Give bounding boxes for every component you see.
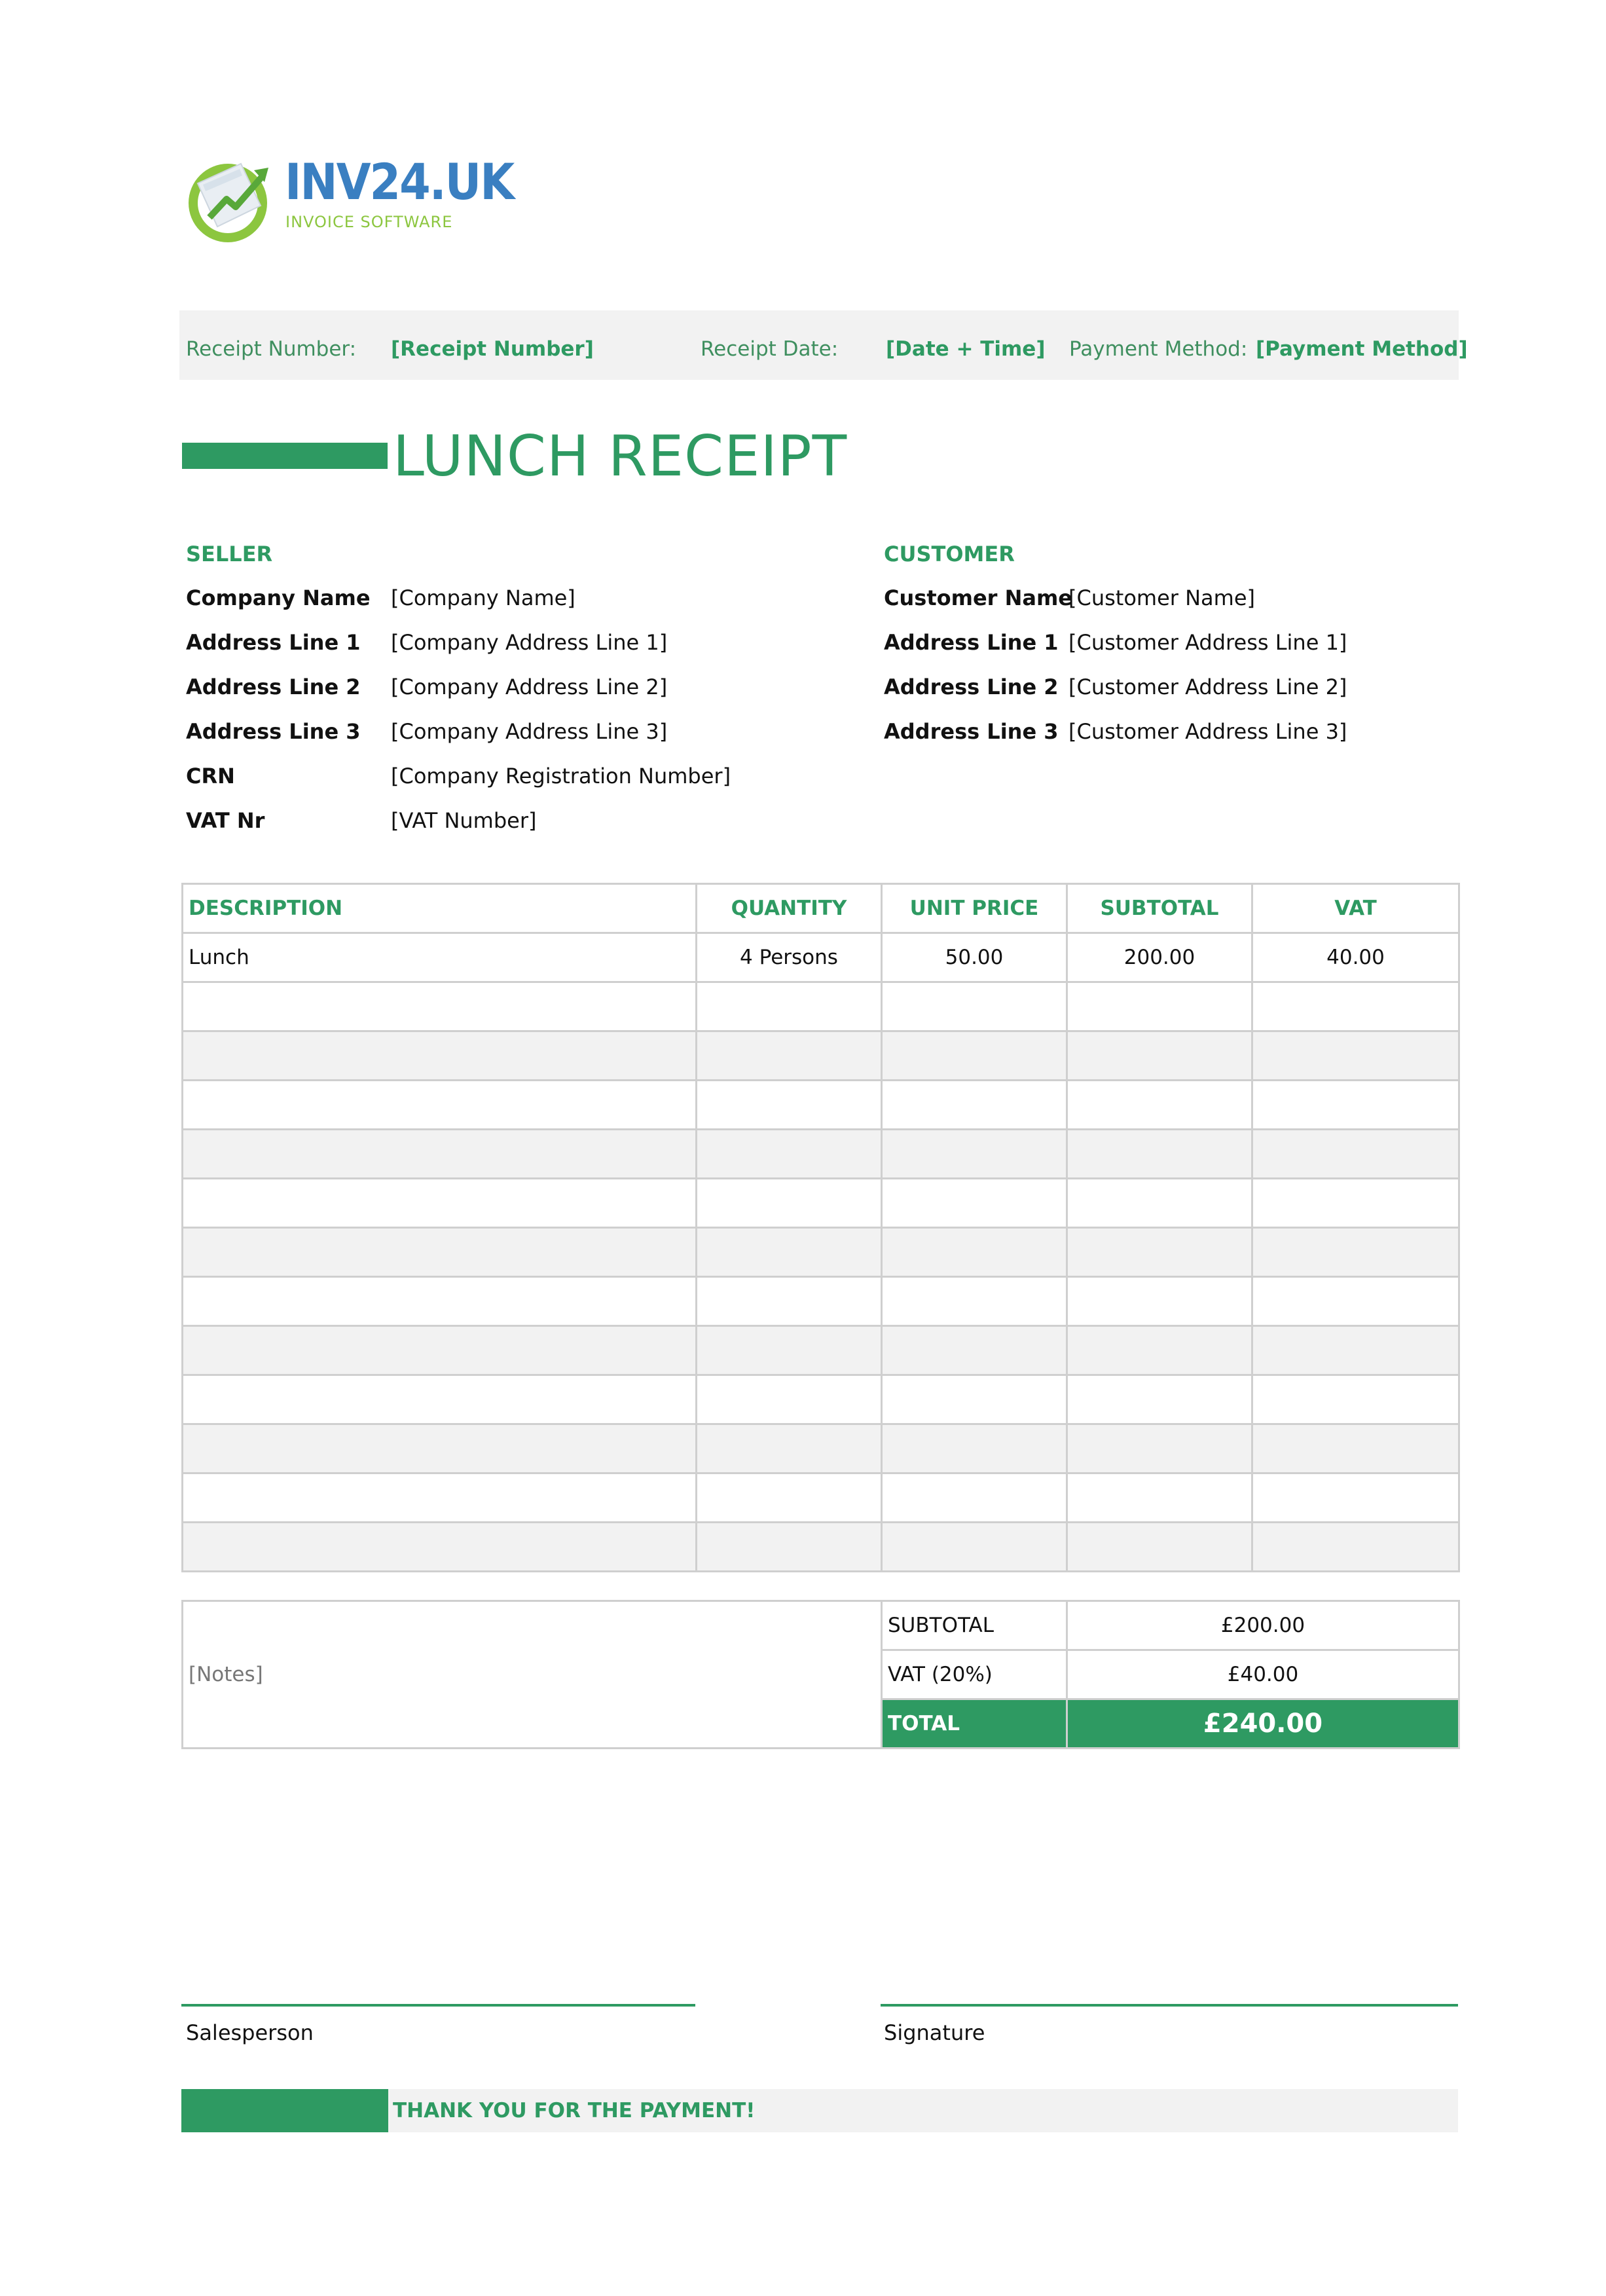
table-row	[183, 1179, 1459, 1228]
customer-heading: CUSTOMER	[884, 542, 1015, 566]
subtotal-value: £200.00	[1067, 1601, 1459, 1650]
cell-subtotal	[1067, 1130, 1252, 1179]
notes-field: [Notes]	[183, 1601, 882, 1749]
seller-value: [Company Name]	[391, 585, 575, 610]
salesperson-signature-line	[181, 2004, 695, 2007]
cell-subtotal	[1067, 1228, 1252, 1277]
cell-quantity	[697, 1473, 882, 1523]
seller-value: [Company Address Line 2]	[391, 675, 668, 699]
cell-vat	[1252, 1424, 1459, 1473]
cell-vat	[1252, 1326, 1459, 1375]
cell-description	[183, 1179, 697, 1228]
total-label: TOTAL	[882, 1699, 1067, 1749]
cell-description	[183, 1031, 697, 1081]
cell-unit-price	[882, 1179, 1067, 1228]
total-value: £240.00	[1067, 1699, 1459, 1749]
cell-quantity	[697, 1179, 882, 1228]
seller-label: Address Line 1	[186, 630, 361, 655]
cell-subtotal	[1067, 1081, 1252, 1130]
cell-vat	[1252, 1375, 1459, 1424]
cell-description	[183, 1375, 697, 1424]
receipt-number-value: [Receipt Number]	[391, 337, 594, 361]
receipt-number-label: Receipt Number:	[186, 337, 357, 361]
table-row	[183, 1031, 1459, 1081]
cell-description	[183, 1424, 697, 1473]
logo-wordmark: INV24.UK	[285, 153, 514, 211]
cell-unit-price	[882, 1130, 1067, 1179]
cell-subtotal: 200.00	[1067, 933, 1252, 982]
customer-value: [Customer Address Line 1]	[1068, 630, 1347, 655]
cell-vat	[1252, 1277, 1459, 1326]
customer-value: [Customer Address Line 2]	[1068, 675, 1347, 699]
seller-label: Address Line 2	[186, 675, 361, 699]
payment-method-value: [Payment Method]	[1256, 337, 1468, 361]
seller-value: [Company Registration Number]	[391, 764, 731, 788]
receipt-date-label: Receipt Date:	[701, 337, 839, 361]
cell-unit-price	[882, 1228, 1067, 1277]
totals-block	[181, 1600, 1458, 1749]
cell-vat	[1252, 1031, 1459, 1081]
seller-label: Address Line 3	[186, 719, 361, 744]
cell-quantity	[697, 1326, 882, 1375]
cell-quantity	[697, 982, 882, 1031]
cell-subtotal	[1067, 1473, 1252, 1523]
cell-subtotal	[1067, 1375, 1252, 1424]
table-row	[183, 1523, 1459, 1572]
col-header-subtotal: SUBTOTAL	[1067, 884, 1252, 933]
table-row	[183, 1326, 1459, 1375]
table-row	[183, 1473, 1459, 1523]
cell-unit-price	[882, 982, 1067, 1031]
cell-vat	[1252, 982, 1459, 1031]
salesperson-label: Salesperson	[186, 2020, 314, 2045]
thank-you-message: THANK YOU FOR THE PAYMENT!	[393, 2099, 756, 2122]
cell-quantity: 4 Persons	[697, 933, 882, 982]
table-header-row	[183, 884, 1459, 933]
customer-value: [Customer Name]	[1068, 585, 1255, 610]
logo-tagline: INVOICE SOFTWARE	[285, 213, 453, 231]
cell-unit-price	[882, 1424, 1067, 1473]
cell-subtotal	[1067, 1326, 1252, 1375]
cell-quantity	[697, 1228, 882, 1277]
table-row	[183, 1375, 1459, 1424]
cell-description	[183, 1130, 697, 1179]
seller-label: VAT Nr	[186, 808, 265, 833]
cell-subtotal	[1067, 1277, 1252, 1326]
cell-description	[183, 1523, 697, 1572]
cell-subtotal	[1067, 1031, 1252, 1081]
signature-label: Signature	[884, 2020, 985, 2045]
customer-value: [Customer Address Line 3]	[1068, 719, 1347, 744]
cell-unit-price	[882, 1523, 1067, 1572]
cell-description	[183, 1277, 697, 1326]
cell-vat	[1252, 1130, 1459, 1179]
col-header-vat: VAT	[1252, 884, 1459, 933]
customer-label: Address Line 2	[884, 675, 1059, 699]
cell-subtotal	[1067, 982, 1252, 1031]
table-row	[183, 1081, 1459, 1130]
invoice-chart-icon	[183, 151, 282, 249]
table-row	[183, 1277, 1459, 1326]
cell-vat	[1252, 1523, 1459, 1572]
line-items-table	[181, 883, 1458, 1572]
cell-quantity	[697, 1081, 882, 1130]
footer-accent-bar	[181, 2089, 388, 2132]
seller-heading: SELLER	[186, 542, 273, 566]
cell-vat	[1252, 1081, 1459, 1130]
cell-quantity	[697, 1031, 882, 1081]
cell-description	[183, 1081, 697, 1130]
cell-quantity	[697, 1424, 882, 1473]
page-title: LUNCH RECEIPT	[393, 424, 848, 489]
customer-label: Address Line 3	[884, 719, 1059, 744]
receipt-date-value: [Date + Time]	[886, 337, 1046, 361]
payment-method-label: Payment Method:	[1069, 337, 1248, 361]
cell-vat: 40.00	[1252, 933, 1459, 982]
col-header-description: DESCRIPTION	[183, 884, 697, 933]
seller-value: [VAT Number]	[391, 808, 537, 833]
seller-value: [Company Address Line 3]	[391, 719, 668, 744]
seller-label: CRN	[186, 764, 235, 788]
cell-vat	[1252, 1228, 1459, 1277]
subtotal-label: SUBTOTAL	[882, 1601, 1067, 1650]
cell-description: Lunch	[183, 933, 697, 982]
cell-description	[183, 1326, 697, 1375]
cell-unit-price	[882, 1277, 1067, 1326]
cell-subtotal	[1067, 1179, 1252, 1228]
vat-value: £40.00	[1067, 1650, 1459, 1699]
cell-quantity	[697, 1277, 882, 1326]
cell-unit-price	[882, 1473, 1067, 1523]
cell-description	[183, 982, 697, 1031]
table-row	[183, 1130, 1459, 1179]
cell-subtotal	[1067, 1523, 1252, 1572]
customer-label: Address Line 1	[884, 630, 1059, 655]
cell-vat	[1252, 1473, 1459, 1523]
seller-value: [Company Address Line 1]	[391, 630, 668, 655]
cell-quantity	[697, 1523, 882, 1572]
col-header-unit-price: UNIT PRICE	[882, 884, 1067, 933]
title-accent-bar	[182, 443, 388, 469]
cell-unit-price	[882, 1081, 1067, 1130]
cell-subtotal	[1067, 1424, 1252, 1473]
subtotal-row	[183, 1601, 1459, 1650]
cell-unit-price: 50.00	[882, 933, 1067, 982]
table-row	[183, 933, 1459, 982]
vat-label: VAT (20%)	[882, 1650, 1067, 1699]
cell-description	[183, 1228, 697, 1277]
customer-label: Customer Name	[884, 585, 1072, 610]
cell-unit-price	[882, 1375, 1067, 1424]
customer-signature-line	[881, 2004, 1458, 2007]
cell-quantity	[697, 1375, 882, 1424]
cell-quantity	[697, 1130, 882, 1179]
table-row	[183, 1228, 1459, 1277]
cell-unit-price	[882, 1326, 1067, 1375]
col-header-quantity: QUANTITY	[697, 884, 882, 933]
cell-unit-price	[882, 1031, 1067, 1081]
cell-vat	[1252, 1179, 1459, 1228]
seller-label: Company Name	[186, 585, 371, 610]
cell-description	[183, 1473, 697, 1523]
table-row	[183, 1424, 1459, 1473]
table-row	[183, 982, 1459, 1031]
